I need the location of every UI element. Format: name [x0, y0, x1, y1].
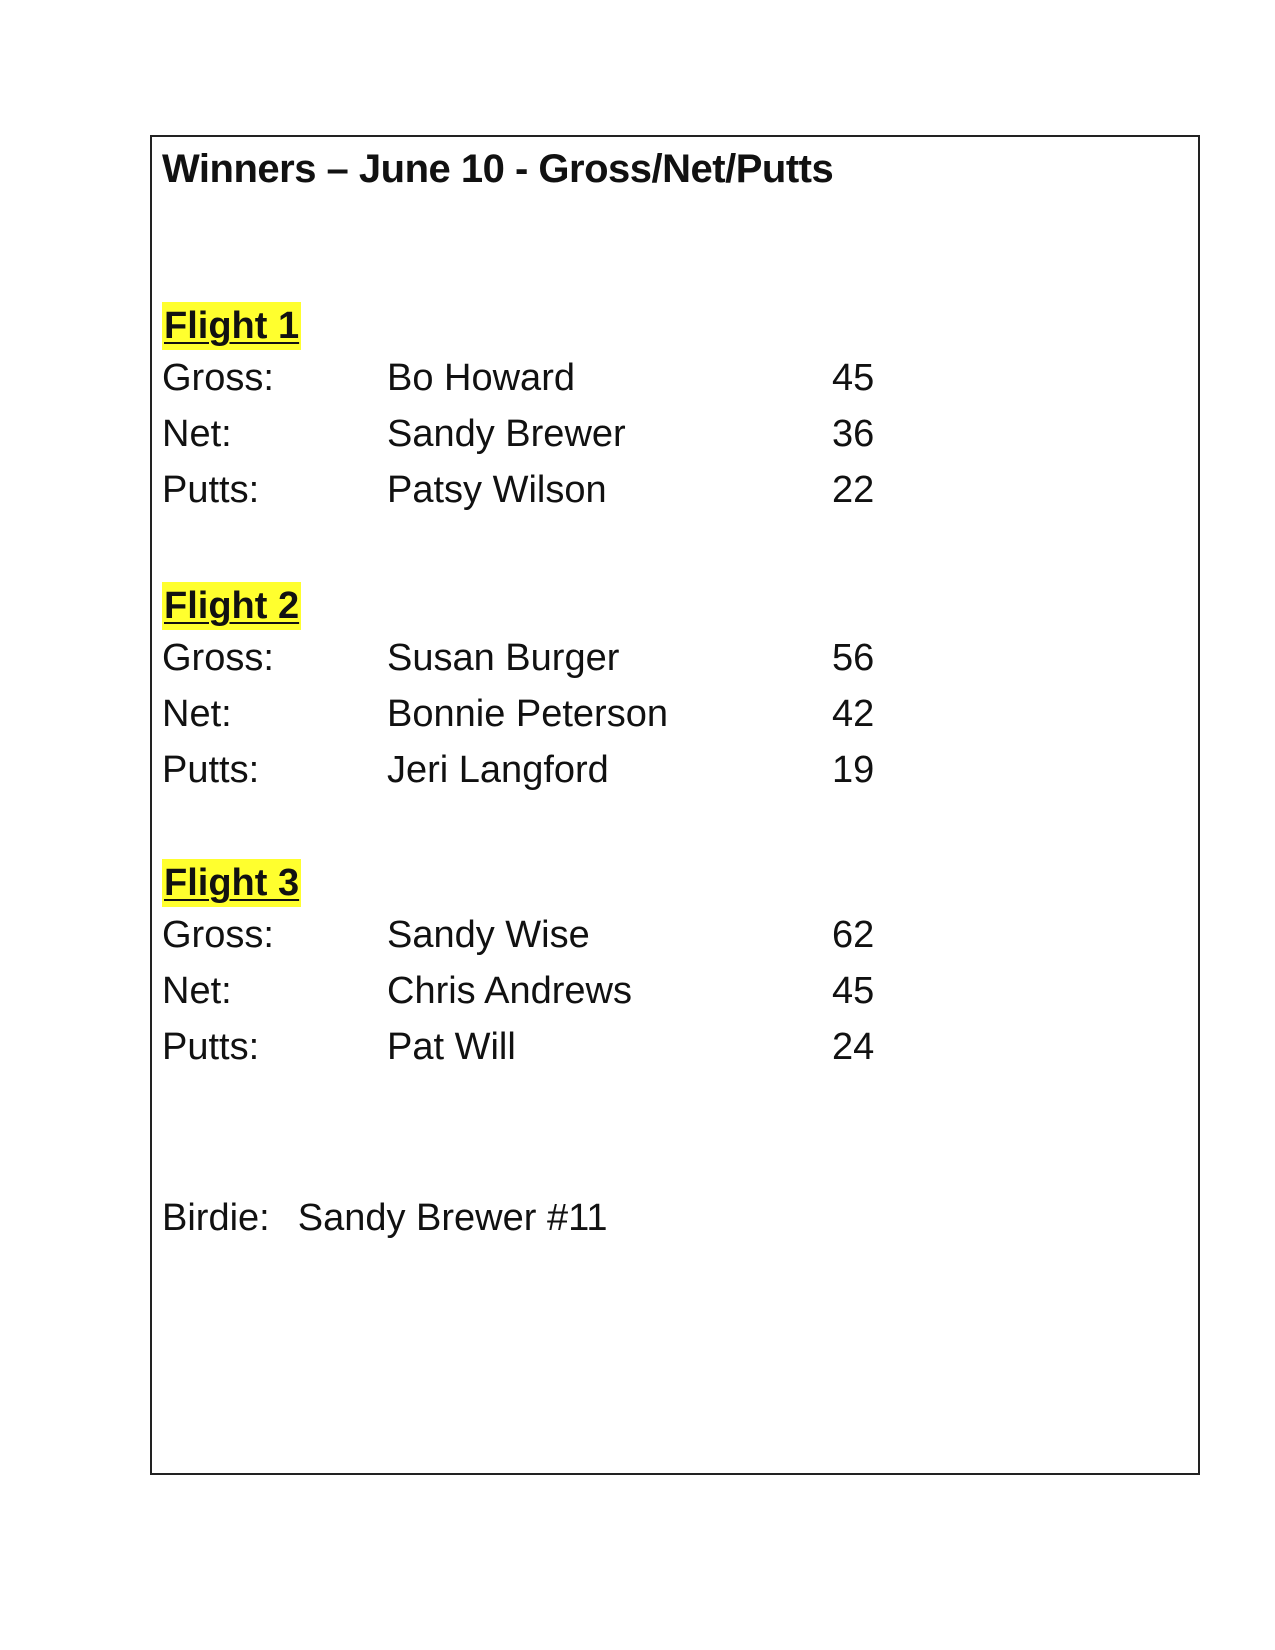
- category-label: Gross:: [162, 914, 274, 956]
- player-name: Sandy Wise: [387, 914, 590, 956]
- result-row-net: [162, 686, 922, 742]
- player-name: Patsy Wilson: [387, 469, 607, 511]
- page-title: Winners – June 10 - Gross/Net/Putts: [162, 147, 834, 191]
- birdie-player: Sandy Brewer #11: [297, 1197, 608, 1239]
- results-box: [150, 135, 1200, 1475]
- category-label: Gross:: [162, 637, 274, 679]
- result-row-net: [162, 963, 922, 1019]
- category-label: Putts:: [162, 469, 260, 511]
- category-label: Putts:: [162, 749, 260, 791]
- result-row-net: [162, 406, 922, 462]
- player-name: Chris Andrews: [387, 970, 632, 1012]
- category-label: Net:: [162, 693, 232, 735]
- flight-heading: Flight 1: [162, 302, 301, 350]
- category-label: Putts:: [162, 1026, 260, 1068]
- score-value: 62: [832, 914, 875, 956]
- result-row-putts: [162, 462, 922, 518]
- player-name: Susan Burger: [387, 637, 620, 679]
- player-name: Bonnie Peterson: [387, 693, 668, 735]
- score-value: 42: [832, 693, 875, 735]
- score-value: 45: [832, 357, 875, 399]
- category-label: Gross:: [162, 357, 274, 399]
- player-name: Pat Will: [387, 1026, 516, 1068]
- flight-heading: Flight 2: [162, 582, 301, 630]
- player-name: Jeri Langford: [387, 749, 609, 791]
- result-row-putts: [162, 1019, 922, 1075]
- score-value: 36: [832, 413, 875, 455]
- flight-section-1: [162, 302, 922, 518]
- result-row-gross: [162, 630, 922, 686]
- score-value: 45: [832, 970, 875, 1012]
- result-row-putts: [162, 742, 922, 798]
- player-name: Bo Howard: [387, 357, 575, 399]
- score-value: 22: [832, 469, 875, 511]
- category-label: Net:: [162, 413, 232, 455]
- flight-section-2: [162, 582, 922, 798]
- category-label: Net:: [162, 970, 232, 1012]
- score-value: 56: [832, 637, 875, 679]
- score-value: 19: [832, 749, 875, 791]
- birdie-label: Birdie:: [162, 1197, 270, 1239]
- player-name: Sandy Brewer: [387, 413, 626, 455]
- result-row-gross: [162, 350, 922, 406]
- flight-section-3: [162, 859, 922, 1075]
- result-row-gross: [162, 907, 922, 963]
- flight-heading: Flight 3: [162, 859, 301, 907]
- score-value: 24: [832, 1026, 875, 1068]
- birdie-line: [162, 1197, 608, 1240]
